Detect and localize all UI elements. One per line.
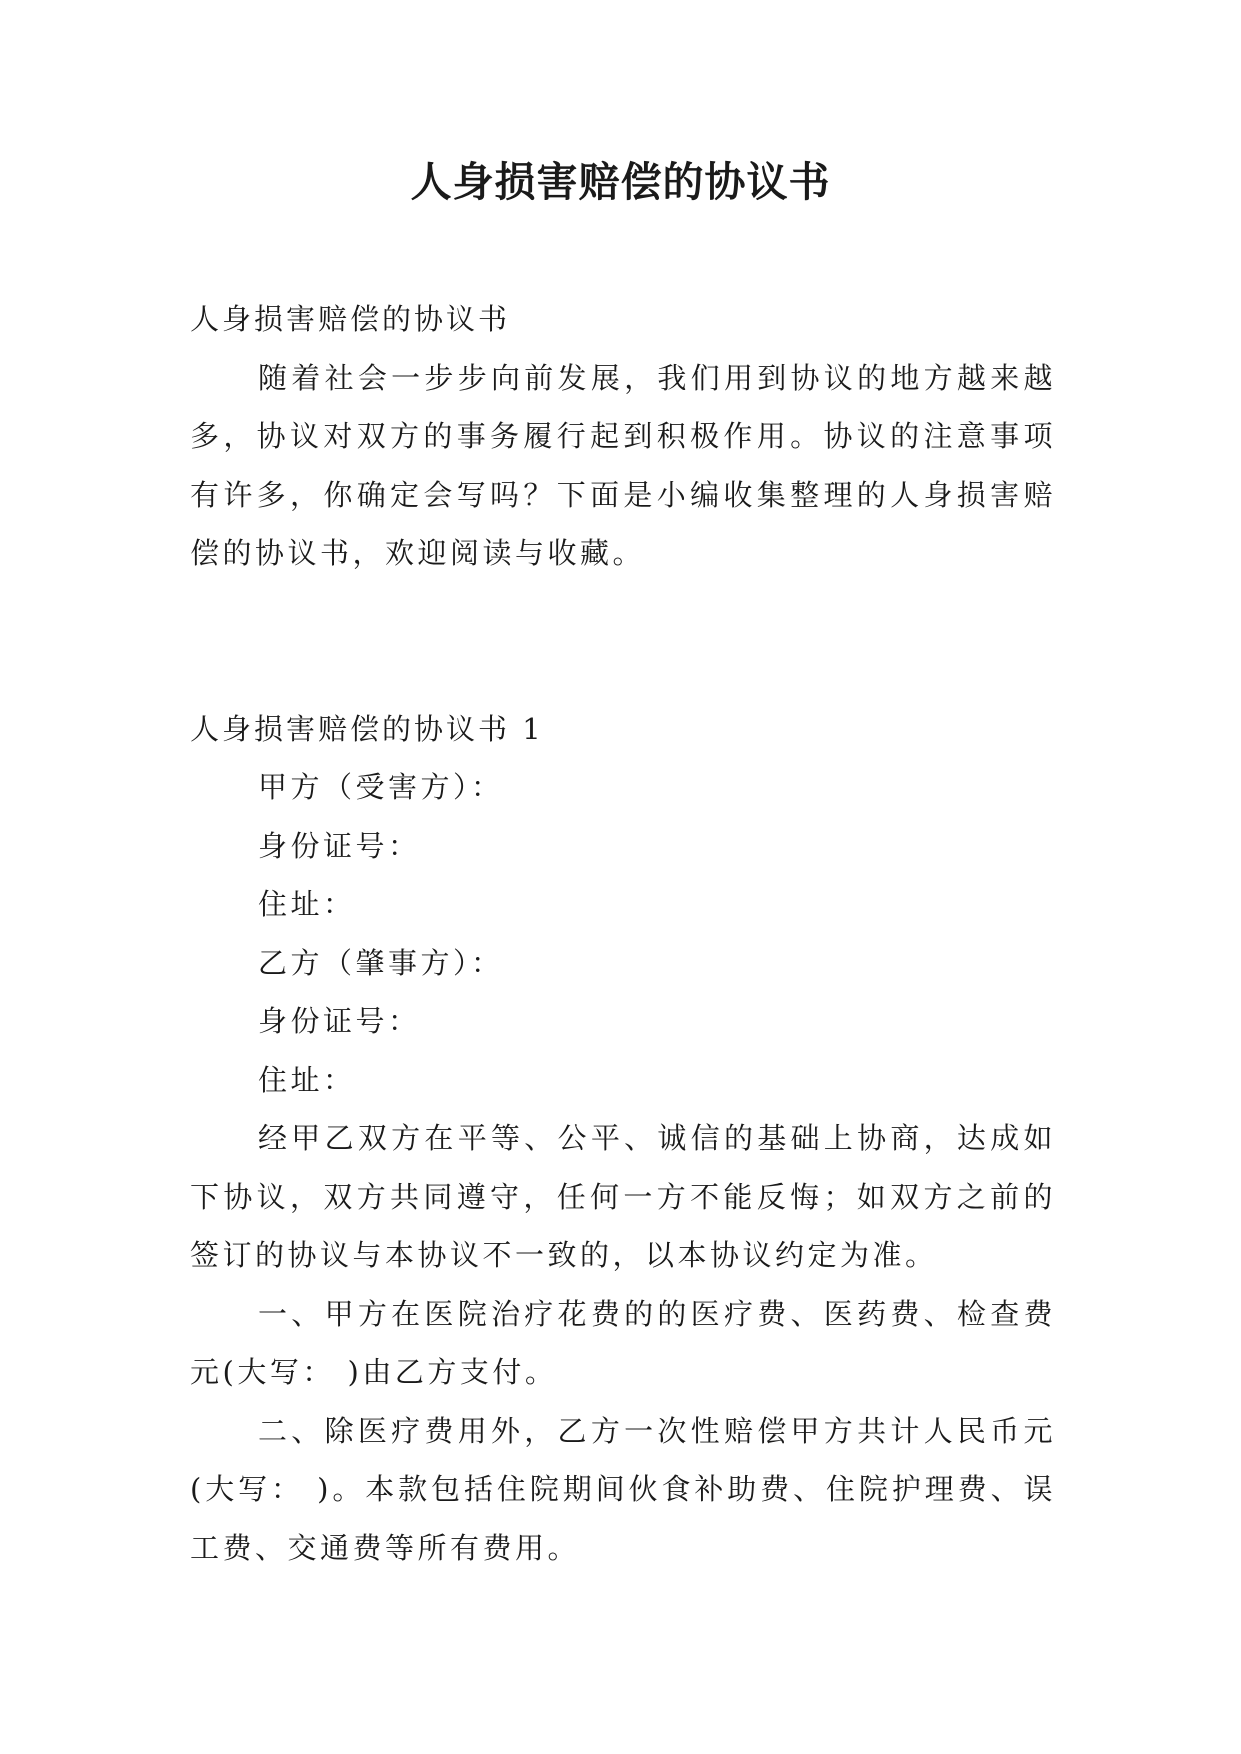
section-gap: [190, 583, 1056, 700]
clause-2-paragraph: 二、除医疗费用外，乙方一次性赔偿甲方共计人民币元(大写： )。本款包括住院期间伙食补助费、住院护理费、误工费、交通费等所有费用。: [190, 1413, 1056, 1565]
preamble-paragraph: 经甲乙双方在平等、公平、诚信的基础上协商，达成如下协议，双方共同遵守，任何一方不能反悔；如双方之前的签订的协议与本协议不一致的，以本协议约定为准。: [190, 1121, 1056, 1272]
party-b-id-label: 身份证号：: [258, 1004, 421, 1038]
party-b-label: 乙方（肇事方）：: [258, 945, 504, 980]
section-heading: 人身损害赔偿的协议书 1: [190, 711, 544, 746]
intro-paragraph: 随着社会一步步向前发展，我们用到协议的地方越来越多，协议对双方的事务履行起到积极作用。协议的注意事项有许多，你确定会写吗？下面是小编收集整理的人身损害赔偿的协议书，欢迎阅读与收藏。: [190, 360, 1056, 570]
party-b-address-label: 住址：: [258, 1062, 356, 1097]
party-a-label: 甲方（受害方）：: [258, 770, 504, 804]
party-a-id-label: 身份证号：: [258, 828, 421, 863]
document-body: [190, 290, 1056, 1577]
subtitle: 人身损害赔偿的协议书: [190, 302, 511, 336]
document-title: 人身损害赔偿的协议书: [410, 158, 831, 206]
clause-1-paragraph: 一、甲方在医院治疗花费的的医疗费、医药费、检查费元(大写： )由乙方支付。: [190, 1296, 1056, 1389]
party-a-address-label: 住址：: [258, 887, 356, 921]
